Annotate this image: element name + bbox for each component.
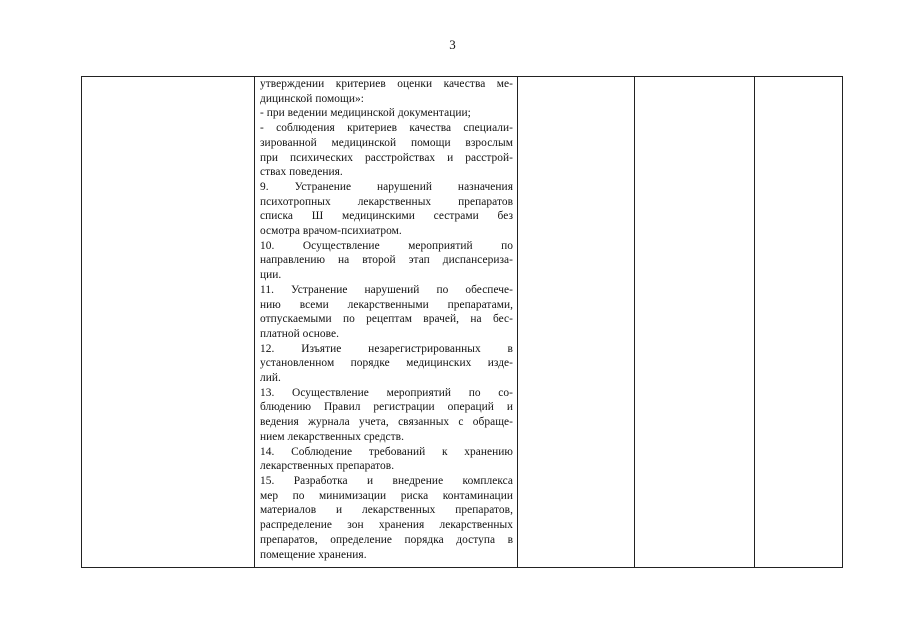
text-line: 13. Осуществление мероприятий по со- [260,386,513,399]
text-line: - при ведении медицинской документации; [260,107,471,120]
text-line: 14. Соблюдение требований к хранению [260,445,513,458]
table-row [82,77,843,568]
text-line: ведения журнала учета, связанных с обраще- [260,416,513,429]
text-line: списка Ш медицинскими сестрами без [260,210,513,223]
text-line: 15. Разработка и внедрение комплекса [260,474,513,487]
text-line: утверждении критериев оценки качества ме- [260,78,513,90]
table-cell-col1 [82,77,255,568]
text-line: 12. Изъятие незарегистрированных в [260,342,513,355]
document-table [81,76,843,568]
page-number: 3 [449,37,456,52]
text-line: 10. Осуществление мероприятий по [260,239,513,252]
text-line: ствах поведения. [260,166,343,179]
text-line: дицинской помощи»: [260,92,364,105]
text-line: блюдению Правил регистрации операций и [260,401,513,414]
text-line: препаратов, определение порядка доступа в [260,533,513,546]
text-line: нию всеми лекарственными препаратами, [260,298,513,311]
text-line: отпускаемыми по рецептам врачей, на бес- [260,313,513,326]
table-cell-measures [255,77,518,568]
text-line: при психических расстройствах и расстрой- [260,151,513,164]
table-cell-col5 [755,77,843,568]
text-line: - соблюдения критериев качества специали- [260,122,513,135]
text-line: зированной медицинской помощи взрослым [260,136,513,149]
text-line: ции. [260,269,282,282]
text-line: установленном порядке медицинских изде- [260,357,513,370]
text-line: психотропных лекарственных препаратов [260,195,513,208]
text-line: мер по минимизации риска контаминации [260,489,513,502]
text-line: направлению на второй этап диспансериза- [260,254,513,267]
text-line: 11. Устранение нарушений по обеспече- [260,283,513,296]
text-line: лекарственных препаратов. [260,460,395,473]
text-line: осмотра врачом-психиатром. [260,225,402,238]
text-line: распределение зон хранения лекарственных [260,519,513,532]
table-cell-col3 [518,77,635,568]
text-line: 9. Устранение нарушений назначения [260,180,513,193]
text-line: помещение хранения. [260,548,367,561]
text-line: лий. [260,372,281,385]
table-cell-col4 [635,77,755,568]
text-line: материалов и лекарственных препаратов, [260,504,513,517]
text-line: платной основе. [260,327,340,340]
text-line: нием лекарственных средств. [260,430,405,443]
